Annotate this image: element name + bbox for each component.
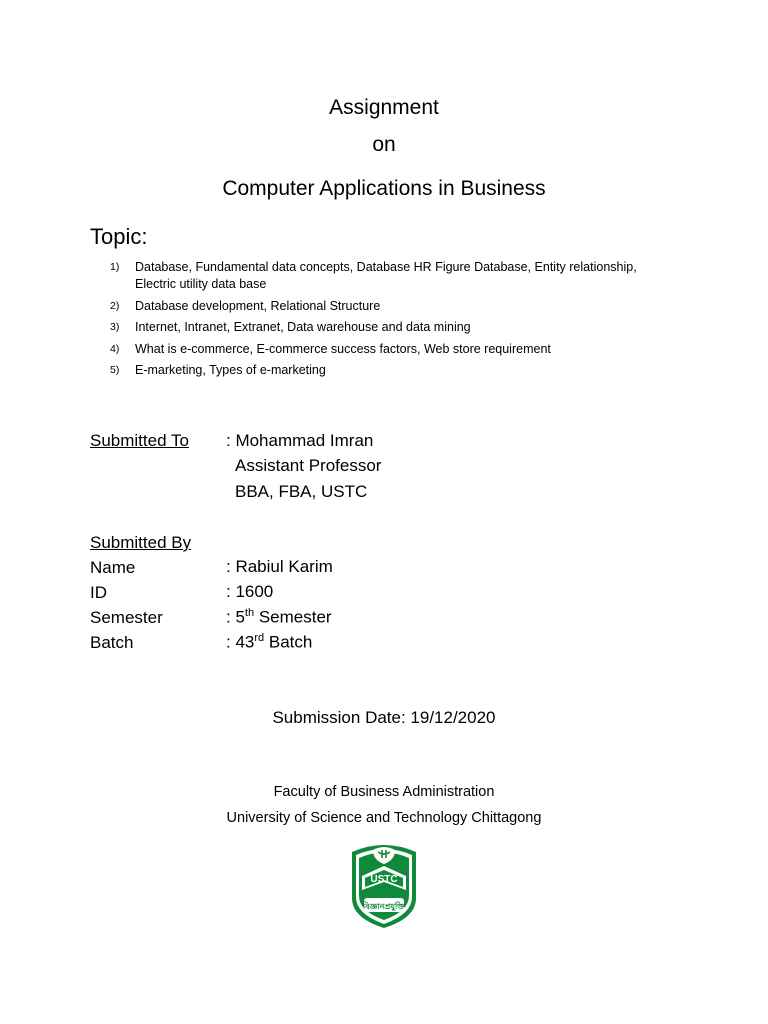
batch-label: Batch — [90, 633, 134, 652]
course-title: Computer Applications in Business — [222, 177, 546, 200]
topic-item — [110, 298, 690, 315]
name-label: Name — [90, 558, 136, 577]
faculty-name: Faculty of Business Administration — [273, 784, 495, 800]
topic-item — [110, 362, 690, 379]
supervisor-name: : Mohammad Imran — [226, 431, 374, 450]
topic-item-number: 3) — [110, 321, 120, 333]
topic-item-number: 5) — [110, 364, 120, 376]
student-semester — [226, 607, 332, 628]
logo-bengali-text: বিজ্ঞানপ্রযুক্তি — [362, 902, 406, 911]
semester-label: Semester — [90, 608, 163, 627]
topic-item — [110, 259, 690, 293]
batch-ordinal: rd — [254, 632, 265, 644]
topic-item-text: Internet, Intranet, Extranet, Data warehouse and data mining — [135, 320, 471, 334]
student-batch — [226, 632, 312, 653]
batch-number: : 43 — [226, 632, 255, 652]
student-id: : 1600 — [226, 582, 274, 601]
semester-ordinal: th — [244, 607, 255, 619]
topic-item — [110, 341, 690, 358]
university-name: University of Science and Technology Chittagong — [226, 810, 542, 826]
topic-item-text-continued: Electric utility data base — [135, 277, 267, 291]
topic-item-text: Database development, Relational Structure — [135, 298, 381, 313]
supervisor-designation: Assistant Professor — [235, 456, 382, 475]
semester-word: Semester — [254, 607, 332, 627]
semester-number: : 5 — [226, 607, 245, 627]
assignment-on: on — [372, 133, 396, 156]
topic-item-text: E-marketing, Types of e-marketing — [135, 363, 326, 377]
ustc-logo — [346, 838, 422, 930]
submission-date: Submission Date: 19/12/2020 — [272, 708, 496, 727]
topic-item-number: 4) — [110, 342, 120, 355]
topic-item-number: 1) — [110, 261, 120, 273]
submitted-to-label: Submitted To — [90, 431, 189, 450]
batch-word: Batch — [264, 632, 313, 652]
logo-text: USTC — [370, 874, 398, 885]
topic-item-number: 2) — [110, 299, 120, 312]
topic-item — [110, 319, 690, 336]
student-name: : Rabiul Karim — [226, 557, 333, 576]
topic-item-text: What is e-commerce, E-commerce success factors, Web store requirement — [135, 341, 551, 356]
id-label: ID — [90, 583, 107, 602]
assignment-title: Assignment — [329, 96, 439, 119]
topic-heading: Topic: — [90, 224, 148, 249]
supervisor-department: BBA, FBA, USTC — [235, 482, 368, 501]
topic-list — [110, 259, 690, 384]
submitted-by-heading: Submitted By — [90, 533, 192, 552]
topic-item-text: Database, Fundamental data concepts, Database HR Figure Database, Entity relationship, — [135, 260, 637, 274]
